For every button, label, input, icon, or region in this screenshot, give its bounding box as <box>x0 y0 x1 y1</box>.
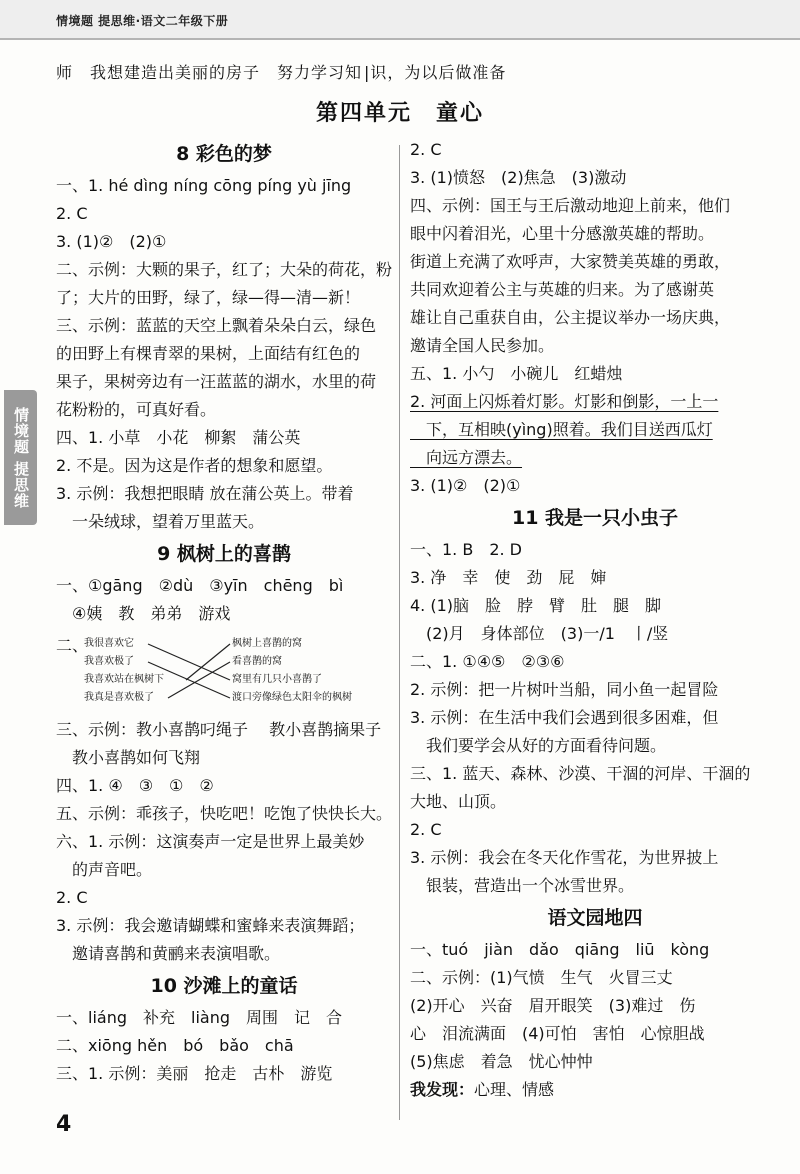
header-bar <box>0 0 800 40</box>
matching-label: 二、 <box>56 636 89 655</box>
answer-line: 3. 示例：我想把眼睛 放在蒲公英上。带着 <box>56 484 354 503</box>
match-left-item: 我很喜欢它 <box>84 638 134 649</box>
column-divider <box>399 145 400 1120</box>
answer-line: 一、liáng 补充 liàng 周围 记 合 <box>56 1008 342 1027</box>
underlined-answer-line: 向远方漂去。 <box>410 448 523 467</box>
match-right-item: 窝里有几只小喜鹊了 <box>232 674 322 685</box>
answer-line: 一朵绒球，望着万里蓝天。 <box>56 512 265 531</box>
answer-line: 一、tuó jiàn dǎo qiāng liū kòng <box>410 940 710 959</box>
answer-line: 三、示例：教小喜鹊叼绳子 教小喜鹊摘果子 <box>56 720 382 739</box>
answer-line: (2)开心 兴奋 眉开眼笑 (3)难过 伤 <box>410 996 696 1015</box>
side-tab-line-2: 提思维 <box>12 460 30 509</box>
right-column <box>410 136 780 1104</box>
discovery-value: 心理、情感 <box>474 1080 555 1099</box>
match-right-item: 渡口旁像绿色太阳伞的枫树 <box>232 692 352 703</box>
answer-line: 的声音吧。 <box>56 860 153 879</box>
match-line <box>168 662 230 698</box>
answer-line: 三、示例：蓝蓝的天空上飘着朵朵白云，绿色 <box>56 316 377 335</box>
underlined-answer-line: 2. 河面上闪烁着灯影。灯影和倒影，一上一 <box>410 392 719 411</box>
answer-line: (5)焦虑 着急 忧心忡忡 <box>410 1052 593 1071</box>
answer-line: 3. 示例：我会邀请蝴蝶和蜜蜂来表演舞蹈； <box>56 916 365 935</box>
answer-line: 了；大片的田野，绿了，绿—得—清—新！ <box>56 288 361 307</box>
answer-line: 3. 示例：在生活中我们会遇到很多困难，但 <box>410 708 719 727</box>
answer-line: 果子，果树旁边有一汪蓝蓝的湖水，水里的荷 <box>56 372 377 391</box>
answer-line: 一、①gāng ②dù ③yīn chēng bì <box>56 576 344 595</box>
discovery-line <box>410 1076 780 1104</box>
answer-line: 大地、山顶。 <box>410 792 507 811</box>
answer-line: 心 泪流满面 (4)可怕 害怕 心惊胆战 <box>410 1024 705 1043</box>
answer-line: 2. 不是。因为这是作者的想象和愿望。 <box>56 456 333 475</box>
answer-line: 雄让自己重获自由，公主提议举办一场庆典， <box>410 308 731 327</box>
match-right-item: 看喜鹊的窝 <box>232 656 282 667</box>
left-column <box>56 136 392 1088</box>
match-right-item: 枫树上喜鹊的窝 <box>232 638 302 649</box>
answer-line: 3. (1)② (2)① <box>410 476 521 495</box>
answer-line: 教小喜鹊如何飞翔 <box>56 748 201 767</box>
matching-exercise <box>56 632 392 716</box>
answer-line: 六、1. 示例：这演奏声一定是世界上最美妙 <box>56 832 365 851</box>
answer-line: 2. C <box>56 888 88 907</box>
answer-line: 二、示例：(1)气愤 生气 火冒三丈 <box>410 968 673 987</box>
match-line <box>148 662 230 698</box>
answer-line: 的田野上有棵青翠的果树，上面结有红色的 <box>56 344 361 363</box>
answer-line: ④姨 教 弟弟 游戏 <box>56 604 231 623</box>
answer-line: 我们要学会从好的方面看待问题。 <box>410 736 667 755</box>
answer-line: 银装，营造出一个冰雪世界。 <box>410 876 635 895</box>
answer-line: 五、示例：乖孩子，快吃吧！吃饱了快快长大。 <box>56 804 392 823</box>
answer-line: 4. (1)脑 脸 脖 臂 肚 腿 脚 <box>410 596 662 615</box>
answer-line: 2. C <box>410 140 442 159</box>
answer-line: 四、1. ④ ③ ① ② <box>56 776 214 795</box>
answer-line: 眼中闪着泪光，心里十分感激英雄的帮助。 <box>410 224 715 243</box>
answer-line: 2. 示例：把一片树叶当船，同小鱼一起冒险 <box>410 680 719 699</box>
answer-line: 3. 示例：我会在冬天化作雪花，为世界披上 <box>410 848 719 867</box>
page-number: 4 <box>56 1112 72 1137</box>
side-tab <box>4 390 37 525</box>
answer-line: 2. C <box>410 820 442 839</box>
lesson-10-title: 10 沙滩上的童话 <box>150 975 298 997</box>
answer-line: 3. (1)② (2)① <box>56 232 167 251</box>
answer-line: 五、1. 小勺 小碗儿 红蜡烛 <box>410 364 623 383</box>
lesson-8-title: 8 彩色的梦 <box>176 143 272 165</box>
answer-line: 二、示例：大颗的果子，红了；大朵的荷花，粉 <box>56 260 392 279</box>
match-left-item: 我真是喜欢极了 <box>84 692 154 703</box>
answer-line: 3. (1)愤怒 (2)焦急 (3)激动 <box>410 168 627 187</box>
underlined-answer-line: 下，互相映(yìng)照着。我们目送西瓜灯 <box>410 420 713 439</box>
answer-line: 街道上充满了欢呼声，大家赞美英雄的勇敢， <box>410 252 731 271</box>
answer-line: 二、1. ①④⑤ ②③⑥ <box>410 652 565 671</box>
answer-line: 一、1. B 2. D <box>410 540 523 559</box>
top-answer-line <box>56 60 506 83</box>
lesson-8-answers <box>56 172 392 536</box>
lesson-9-title: 9 枫树上的喜鹊 <box>157 543 291 565</box>
match-line <box>148 644 230 680</box>
answer-line: 邀请全国人民参加。 <box>410 336 555 355</box>
yuwen-yuandi-title: 语文园地四 <box>547 907 643 929</box>
answer-line: 四、示例：国王与王后激动地迎上前来，他们 <box>410 196 731 215</box>
matching-lines <box>56 632 392 716</box>
answer-line: 四、1. 小草 小花 柳絮 蒲公英 <box>56 428 301 447</box>
answer-line: 一、1. hé dìng níng cōng píng yù jīng <box>56 176 352 195</box>
series-title: 情境题 提思维·语文二年级下册 <box>56 14 229 28</box>
answer-line: 邀请喜鹊和黄鹂来表演唱歌。 <box>56 944 281 963</box>
answer-line: 三、1. 蓝天、森林、沙漠、干涸的河岸、干涸的 <box>410 764 751 783</box>
answer-line: 2. C <box>56 204 88 223</box>
answer-line: (2)月 身体部位 (3)一/1 丨/竖 <box>410 624 669 643</box>
answer-line: 花粉粉的，可真好看。 <box>56 400 217 419</box>
match-left-item: 我喜欢极了 <box>84 656 134 667</box>
side-tab-line-1: 情境题 <box>12 406 30 455</box>
top-line-part-a: 师 我想建造出美丽的房子 努力学习知 <box>56 63 363 82</box>
unit-title: 第四单元 童心 <box>315 101 484 126</box>
top-line-separator: | <box>364 63 371 82</box>
discovery-label: 我发现： <box>410 1080 475 1099</box>
lesson-11-title: 11 我是一只小虫子 <box>511 507 679 529</box>
answer-line: 二、xiōng hěn bó bǎo chā <box>56 1036 294 1055</box>
answer-line: 共同欢迎着公主与英雄的归来。为了感谢英 <box>410 280 715 299</box>
top-line-part-b: 识，为以后做准备 <box>370 63 507 82</box>
answer-line: 3. 净 幸 使 劲 屁 婶 <box>410 568 607 587</box>
answer-line: 三、1. 示例：美丽 抢走 古朴 游览 <box>56 1064 333 1083</box>
match-left-item: 我喜欢站在枫树下 <box>84 674 164 685</box>
